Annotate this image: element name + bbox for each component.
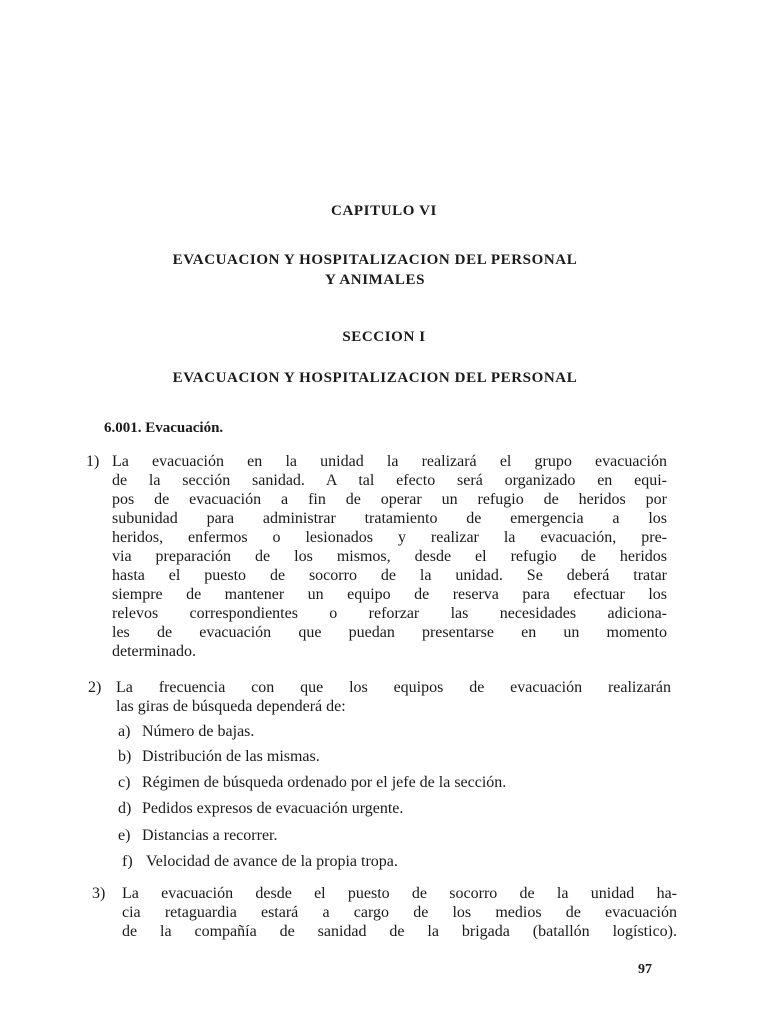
section-heading: SECCION I [342,329,426,345]
list-letter: c) [118,774,131,791]
text-line: subunidad para administrar tratamiento de emergencia a los [112,510,667,527]
text-line: via preparación de los mismos, desde el refugio de heridos [112,548,667,565]
list-item [118,748,320,766]
text-line: de la compañía de sanidad de la brigada (batallón logístico). [122,923,677,940]
text-line: La evacuación en la unidad la realizará el grupo evacuación [112,453,667,470]
page-number: 97 [638,962,652,977]
text-line: La frecuencia con que los equipos de evacuación realizarán [116,679,671,696]
list-item [118,723,254,741]
item-number: 1) [86,453,100,470]
chapter-title-line-1: EVACUACION Y HOSPITALIZACION DEL PERSONAL [172,252,578,268]
text-line: relevos correspondientes o reforzar las necesidades adiciona- [112,605,667,622]
list-item [118,774,506,792]
chapter-heading: CAPITULO VI [331,203,437,219]
list-letter: b) [118,748,132,765]
list-letter: e) [118,827,131,844]
list-text: Velocidad de avance de la propia tropa. [146,853,398,870]
text-line: de la sección sanidad. A tal efecto será organizado en equi- [112,472,667,489]
paragraph-body [122,884,677,941]
text-line: La evacuación desde el puesto de socorro de la unidad ha- [122,885,677,902]
text-line: siempre de mantener un equipo de reserva para efectuar los [112,586,667,603]
list-item [118,800,403,818]
list-text: Pedidos expresos de evacuación urgente. [142,800,404,817]
list-text: Distribución de las mismas. [142,748,320,765]
text-line: cia retaguardia estará a cargo de los medios de evacuación [122,904,677,921]
chapter-title-line-2: Y ANIMALES [324,272,426,288]
list-text: Distancias a recorrer. [142,827,278,844]
text-line: pos de evacuación a fin de operar un refugio de heridos por [112,491,667,508]
text-line: las giras de búsqueda dependerá de: [116,698,346,715]
item-number: 2) [88,679,102,696]
list-letter: a) [118,723,131,740]
paragraph-body [116,678,671,716]
list-text: Régimen de búsqueda ordenado por el jefe de la sección. [142,774,507,791]
article-heading: 6.001. Evacuación. [104,420,224,436]
list-letter: d) [118,800,132,817]
text-line: les de evacuación que puedan presentarse en un momento [112,624,667,641]
list-text: Número de bajas. [142,723,255,740]
paragraph-body [112,452,667,661]
text-line: heridos, enfermos o lesionados y realizar la evacuación, pre- [112,529,667,546]
text-line: hasta el puesto de socorro de la unidad. Se deberá tratar [112,567,667,584]
list-item [118,827,277,845]
list-letter: f) [122,853,133,870]
text-line: determinado. [112,643,196,660]
list-item [122,853,398,871]
item-number: 3) [92,885,106,902]
section-title: EVACUACION Y HOSPITALIZACION DEL PERSONAL [172,370,578,386]
chapter-title [0,250,750,290]
